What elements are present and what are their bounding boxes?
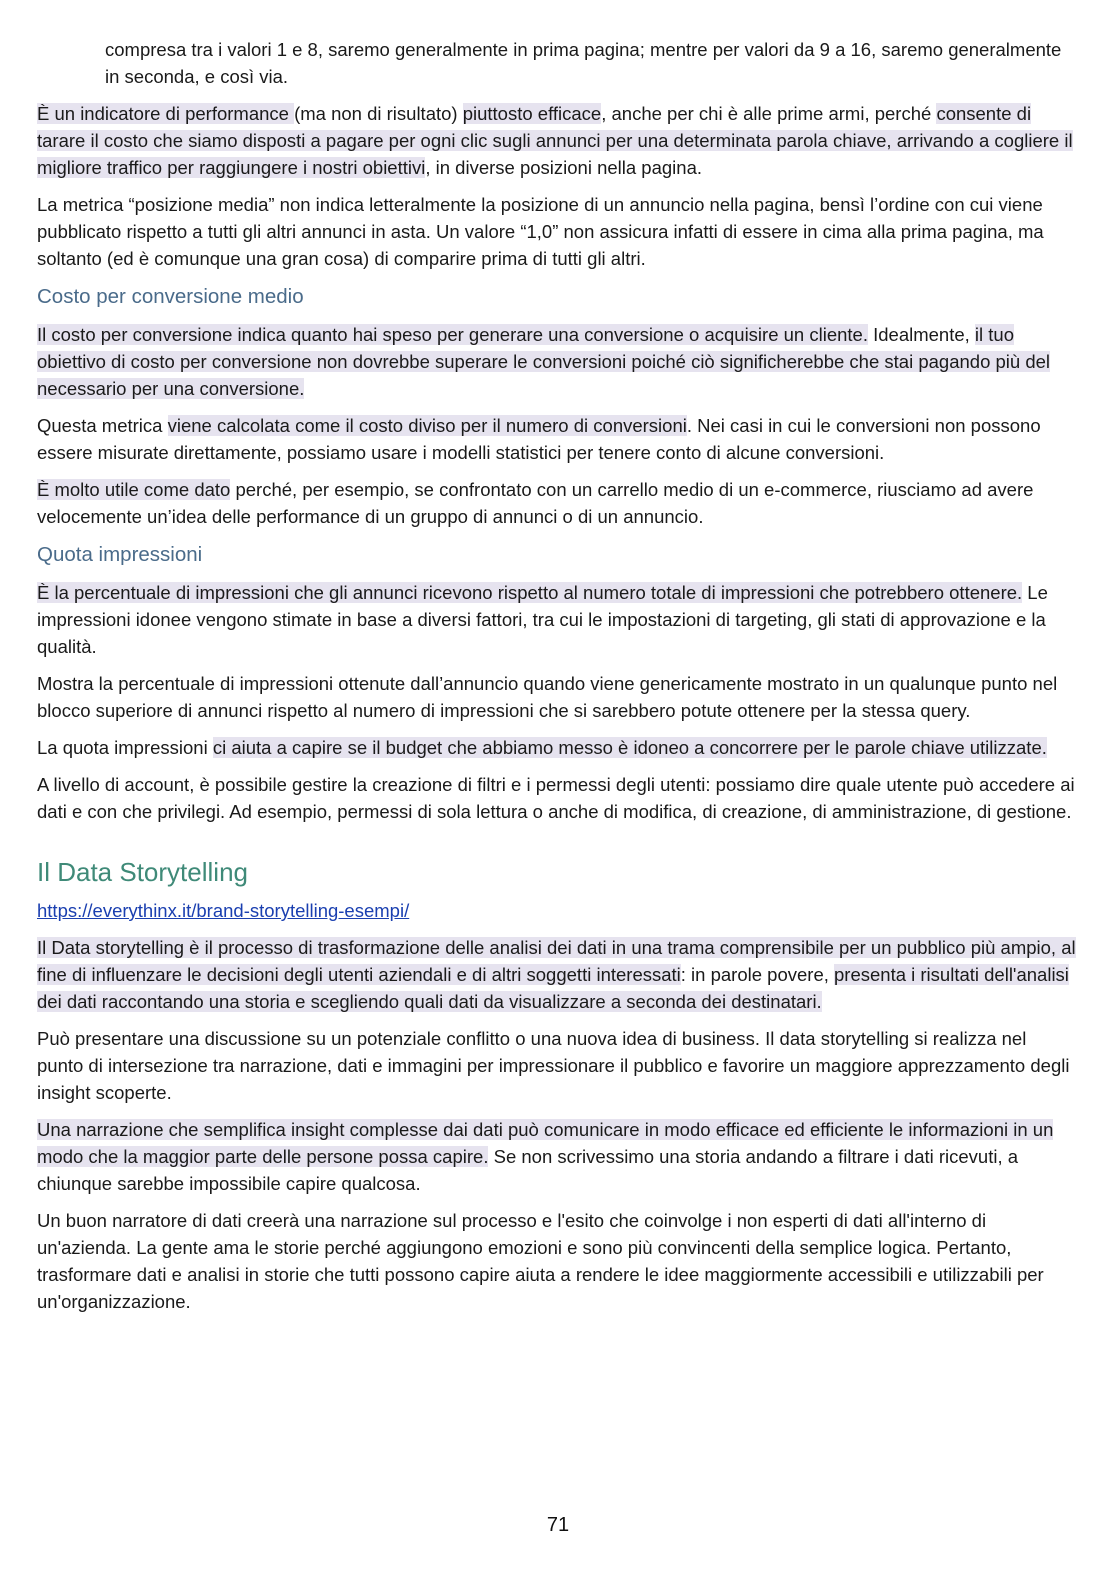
highlight-text: piuttosto efficace: [462, 103, 602, 124]
heading-cost-per-conversion: Costo per conversione medio: [37, 285, 304, 308]
highlight-text: È un indicatore di performance: [37, 103, 295, 124]
plain-text: , anche per chi è alle prime armi, perché: [601, 103, 937, 124]
plain-text: (ma non di risultato): [294, 103, 463, 124]
plain-text: , in diverse posizioni nella pagina.: [425, 157, 703, 178]
paragraph-metric-calculation: [37, 412, 1077, 466]
plain-text: . Nei casi in cui le conversioni non possono essere misurate direttamente, possiamo usare i modelli statistici per tenere conto di alcune conversioni.: [37, 415, 1041, 463]
highlight-text: viene calcolata come il costo diviso per il numero di conversioni: [167, 415, 687, 436]
plain-text: perché, per esempio, se confrontato con un carrello medio di un e-commerce, riusciamo ad avere velocemente un’idea delle performance di un gruppo di annunci o di un annuncio.: [37, 479, 1034, 527]
highlight-text: Una narrazione che semplifica insight complesse dai dati può comunicare in modo efficace ed efficiente le informazioni in un modo che la maggior parte delle persone possa capire.: [37, 1119, 1054, 1167]
paragraph-narrative-simplifies: [37, 1116, 1077, 1197]
heading-impression-share: Quota impressioni: [37, 543, 203, 566]
paragraph-account-level: A livello di account, è possibile gestire la creazione di filtri e i permessi degli utenti: possiamo dire quale utente può accedere ai dati e con che privilegi. Ad esempio, permessi di sola lettura o anche di modifica, di creazione, di amministrazione, di gestione.: [37, 774, 1075, 822]
paragraph-good-narrator: Un buon narratore di dati creerà una narrazione sul processo e l'esito che coinvolge i non esperti di dati all'interno di un'azienda. La gente ama le storie perché aggiungono emozioni e sono più convincenti della semplice logica. Pertanto, trasformare dati e analisi in storie che tutti possono capire aiuta a rendere le idee maggiormente accessibili e utilizzabili per un'organizzazione.: [37, 1210, 1044, 1312]
plain-text: La quota impressioni: [37, 737, 213, 758]
paragraph-position-range: compresa tra i valori 1 e 8, saremo generalmente in prima pagina; mentre per valori da 9 a 16, saremo generalmente in seconda, e così via.: [105, 39, 1062, 87]
plain-text: Questa metrica: [37, 415, 168, 436]
plain-text: Se non scrivessimo una storia andando a filtrare i dati ricevuti, a chiunque sarebbe impossibile capire qualcosa.: [37, 1146, 1019, 1194]
plain-text: Le impressioni idonee vengono stimate in base a diversi fattori, tra cui le impostazioni di targeting, gli stati di approvazione e la qualità.: [37, 582, 1048, 657]
paragraph-cost-per-conversion: [37, 321, 1077, 402]
highlight-text: Il Data storytelling è il processo di trasformazione delle analisi dei dati in una trama comprensibile per un pubblico più ampio, al fine di influenzare le decisioni degli utenti aziendali e di altri soggetti interessati: [37, 937, 1076, 985]
highlight-text: consente di tarare il costo che siamo disposti a pagare per ogni clic sugli annunci per una determinata parola chiave, arrivando a cogliere il migliore traffico per raggiungere i nostri obiettivi: [37, 103, 1073, 178]
heading-data-storytelling: Il Data Storytelling: [37, 857, 248, 887]
paragraph-storytelling-discussion: Può presentare una discussione su un potenziale conflitto o una nuova idea di business. Il data storytelling si realizza nel punto di intersezione tra narrazione, dati e immagini per impressionare il pubblico e favorire un maggiore apprezzamento degli insight scoperte.: [37, 1028, 1070, 1103]
paragraph-impression-share-definition: [37, 579, 1077, 660]
highlight-text: È molto utile come dato: [37, 479, 231, 500]
page-number: 71: [546, 1514, 570, 1536]
document-page: [37, 36, 1077, 1325]
highlight-text: È la percentuale di impressioni che gli annunci ricevono rispetto al numero totale di impressioni che potrebbero ottenere.: [37, 582, 1023, 603]
paragraph-impression-share-display: Mostra la percentuale di impressioni ottenute dall’annuncio quando viene genericamente mostrato in un qualunque punto nel blocco superiore di annunci rispetto al numero di impressioni che si sarebbero potute ottenere per la stessa query.: [37, 673, 1058, 721]
paragraph-impression-share-budget: [37, 734, 1077, 761]
paragraph-performance-indicator: [37, 100, 1077, 181]
highlight-text: ci aiuta a capire se il budget che abbiamo messo è idoneo a concorrere per le parole chiave utilizzate.: [212, 737, 1047, 758]
highlight-text: il tuo obiettivo di costo per conversione non dovrebbe superare le conversioni poiché ciò significherebbe che stai pagando più del necessario per una conversione.: [37, 324, 1051, 399]
plain-text: Idealmente,: [867, 324, 975, 345]
paragraph-storytelling-definition: [37, 934, 1077, 1015]
plain-text: : in parole povere,: [680, 964, 835, 985]
storytelling-link[interactable]: https://everythinx.it/brand-storytelling-esempi/: [37, 900, 410, 921]
highlight-text: Il costo per conversione indica quanto hai speso per generare una conversione o acquisire un cliente.: [37, 324, 868, 345]
highlight-text: presenta i risultati dell'analisi dei dati raccontando una storia e scegliendo quali dati da visualizzare a seconda dei destinatari.: [37, 964, 1069, 1012]
paragraph-useful-data: [37, 476, 1077, 530]
paragraph-average-position: La metrica “posizione media” non indica letteralmente la posizione di un annuncio nella pagina, bensì l’ordine con cui viene pubblicato rispetto a tutti gli altri annunci in asta. Un valore “1,0” non assicura infatti di essere in cima alla prima pagina, ma soltanto (ed è comunque una gran cosa) di comparire prima di tutti gli altri.: [37, 194, 1044, 269]
